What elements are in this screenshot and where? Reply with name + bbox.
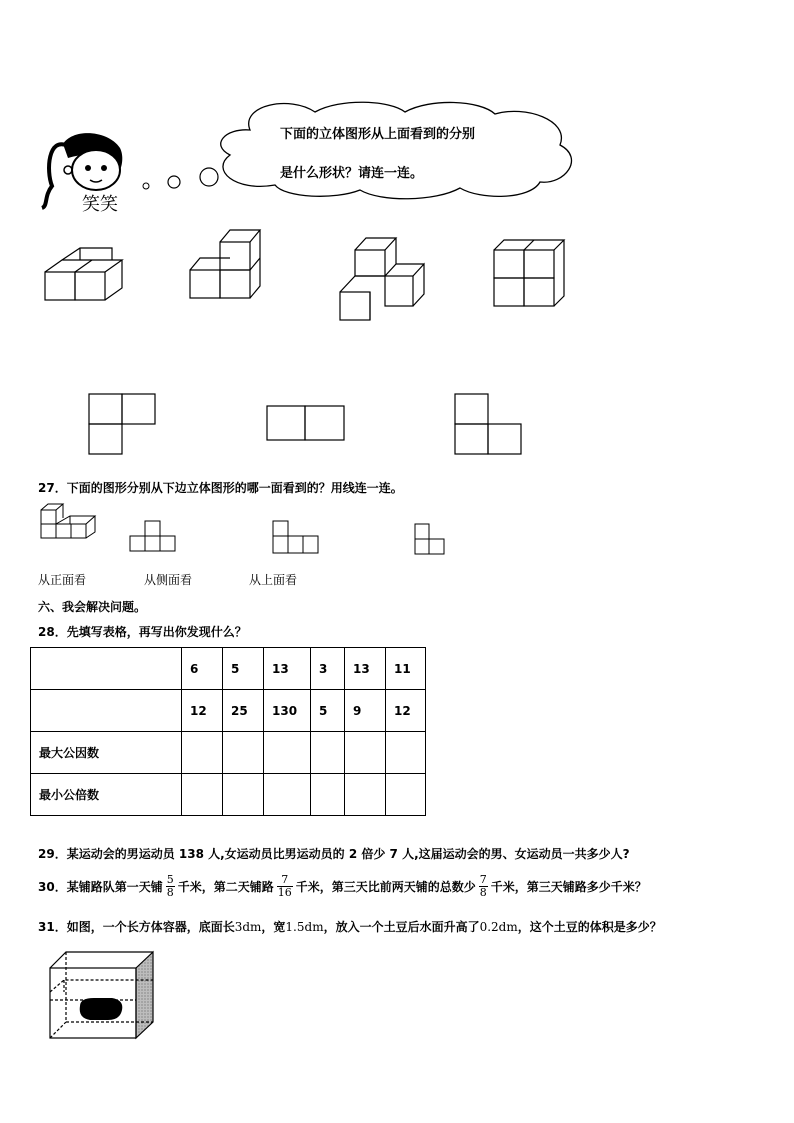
table-row <box>31 774 426 816</box>
answer-cell[interactable] <box>311 732 345 774</box>
table-cell: 6 <box>182 648 223 690</box>
character-caption: 笑笑 <box>82 194 118 215</box>
q31-part2: ，宽 <box>261 920 286 934</box>
potato-icon <box>80 998 123 1020</box>
q27-view-side-label: 从侧面看 <box>144 573 193 587</box>
answer-cell[interactable] <box>345 774 386 816</box>
table-cell: 5 <box>223 648 264 690</box>
q27-view-b <box>273 521 318 553</box>
q27-view-top-label: 从上面看 <box>249 573 298 587</box>
table-cell: 25 <box>223 690 264 732</box>
q31-part1: 31．如图，一个长方体容器，底面长 <box>38 920 235 934</box>
table-cell: 最大公因数 <box>31 732 182 774</box>
table-cell: 9 <box>345 690 386 732</box>
answer-cell[interactable] <box>264 774 311 816</box>
table-cell: 13 <box>345 648 386 690</box>
fraction-denominator: 8 <box>479 886 487 899</box>
container-illustration <box>36 944 166 1044</box>
q27-solid <box>41 504 95 538</box>
table-cell: 12 <box>182 690 223 732</box>
bubble-line-2: 是什么形状？请连一连。 <box>280 166 424 181</box>
q31-text <box>38 919 662 935</box>
answer-cell[interactable] <box>386 774 426 816</box>
answer-cell[interactable] <box>182 774 223 816</box>
q31-width: 1.5dm <box>285 920 324 934</box>
answer-cell[interactable] <box>223 732 264 774</box>
answer-cell[interactable] <box>311 774 345 816</box>
table-cell: 12 <box>386 690 426 732</box>
q30-part1: 30．某铺路队第一天铺 <box>38 879 163 894</box>
q30-fraction-1 <box>166 874 175 899</box>
answer-cell[interactable] <box>345 732 386 774</box>
q30-fraction-2 <box>277 874 293 899</box>
table-cell: 5 <box>311 690 345 732</box>
table-cell: 130 <box>264 690 311 732</box>
q27-view-front-label: 从正面看 <box>38 573 87 587</box>
q31-part3: ，放入一个土豆后水面升高了 <box>323 920 480 934</box>
q31-length: 3dm <box>234 920 262 934</box>
q27-view-c <box>415 524 444 554</box>
table-row <box>31 690 426 732</box>
fraction-numerator: 5 <box>166 873 174 886</box>
table-row <box>31 648 426 690</box>
answer-cell[interactable] <box>182 732 223 774</box>
table-cell <box>31 690 182 732</box>
q30-fraction-3 <box>479 874 488 899</box>
section6-title: 六、我会解决问题。 <box>38 600 147 614</box>
q28-text: 28．先填写表格，再写出你发现什么？ <box>38 625 247 639</box>
table-cell <box>31 648 182 690</box>
answer-cell[interactable] <box>264 732 311 774</box>
fraction-numerator: 7 <box>479 873 487 886</box>
q27-view-a <box>130 521 175 551</box>
q29-text: 29．某运动会的男运动员 138 人,女运动员比男运动员的 2 倍少 7 人,这届运动会的男、女运动员一共多少人? <box>38 847 630 861</box>
fraction-numerator: 7 <box>281 873 289 886</box>
table-cell: 13 <box>264 648 311 690</box>
q27-text: 27．下面的图形分别从下边立体图形的哪一面看到的？用线连一连。 <box>38 481 403 495</box>
q30-text <box>38 874 647 899</box>
table-cell: 最小公倍数 <box>31 774 182 816</box>
answer-cell[interactable] <box>386 732 426 774</box>
table-cell: 3 <box>311 648 345 690</box>
bubble-line-1: 下面的立体图形从上面看到的分别 <box>280 127 476 142</box>
answer-cell[interactable] <box>223 774 264 816</box>
table-row <box>31 732 426 774</box>
fraction-denominator: 16 <box>277 886 292 899</box>
q31-part4: ，这个土豆的体积是多少？ <box>517 920 662 934</box>
q31-rise: 0.2dm <box>479 920 518 934</box>
fraction-denominator: 8 <box>166 886 174 899</box>
q30-part3: 千米，第三天比前两天铺的总数少 <box>295 879 476 894</box>
q30-part2: 千米，第二天铺路 <box>177 879 274 894</box>
q28-table <box>30 647 426 816</box>
table-cell: 11 <box>386 648 426 690</box>
q30-part4: 千米，第三天铺路多少千米？ <box>490 879 647 894</box>
